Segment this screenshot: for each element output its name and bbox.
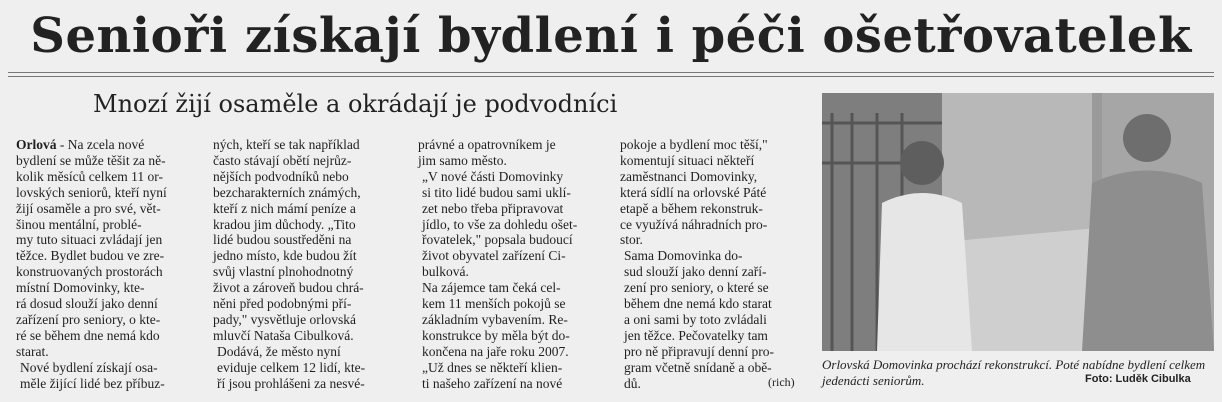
dateline: Orlová [16, 137, 57, 152]
photo-illustration [822, 93, 1214, 351]
paragraph: právné a opatrovníkem je jim samo město. [418, 137, 556, 168]
paragraph: Na zájemce tam čeká cel- kem 11 menších pokojů se základním vybavením. Re- konstrukce by měla být do- končena na jaře roku 2007. [422, 280, 570, 359]
photo-caption: Orlovská Domovinka prochází rekonstrukcí. Poté nabídne bydlení celkem jedenácti seniorům. [822, 357, 1206, 388]
subheadline: Mnozí žijí osaměle a okrádají je podvodníci [93, 90, 618, 118]
column-4 [620, 137, 804, 392]
paragraph: „V nové části Domovinky si tito lidé budou sami uklí- zet nebo třeba připravovat jídlo, to vše za dohledu ošet- řovatelek," popsala budoucí život obyvatel zařízení Ci- bulková. [422, 168, 578, 280]
headline: Senioři získají bydlení i péči ošetřovatelek [30, 8, 1192, 64]
paragraph: pokoje a bydlení moc těší," komentují situaci někteří zaměstnanci Domovinky, která sídlí na orlovské Páté etapě a během rekonstruk- ce využívá náhradních pro- stor. [620, 137, 768, 248]
paragraph: ných, kteří se tak například často stávají obětí nejrůz- nějších podvodníků nebo bezcharakterních známých, kteří z nich mámí peníze a kradou jim důchody. „Tito lidé budou soustředěni na jedno místo, kde budou žít svůj vlastní plnohodnotný život a zároveň budou chrá- něni před podobnými pří- pady," vysvětluje orlovská mluvčí Nataša Cibulková. [213, 137, 364, 343]
paragraph: Nové bydlení získají osa- měle žijící lidé bez příbuz- [20, 359, 165, 391]
paragraph: „Už dnes se někteří klien- ti našeho zařízení na nové [422, 359, 563, 391]
photo-credit: Foto: Luděk Cibulka [1085, 373, 1191, 385]
headline-rule-2 [8, 76, 1214, 77]
headline-rule [8, 72, 1214, 73]
column-1 [16, 137, 200, 392]
paragraph-text: - Na zcela nové bydlení se může těšit za ně- kolik měsíců celkem 11 or- lovských seniorů, kteří nyní žijí osaměle a pro své, vět- šinou mentální, problé- my tuto situaci zvládají jen těžce. Bydlet budou ve zre- konstruovaných prostorách místní Domovinky, kte- rá dosud slouží jako denní zařízení pro seniory, o kte- ré se během dne nemá kdo starat. [16, 137, 167, 359]
column-2 [213, 137, 397, 392]
article-photo [822, 93, 1214, 351]
paragraph [16, 137, 200, 360]
author-signature: (rich) [768, 375, 795, 389]
paragraph: Sama Domovinka do- sud slouží jako denní zaří- zení pro seniory, o které se během dne nemá kdo starat a oni sami by toto zvládali jen těžce. Pečovatelky tam pro ně připravují denní pro- gram včetně snídaně a obě- dů. [624, 248, 774, 391]
column-3 [418, 137, 602, 392]
paragraph: Dodává, že město nyní eviduje celkem 12 lidí, kte- ří jsou prohlášeni za nesvé- [217, 343, 366, 391]
